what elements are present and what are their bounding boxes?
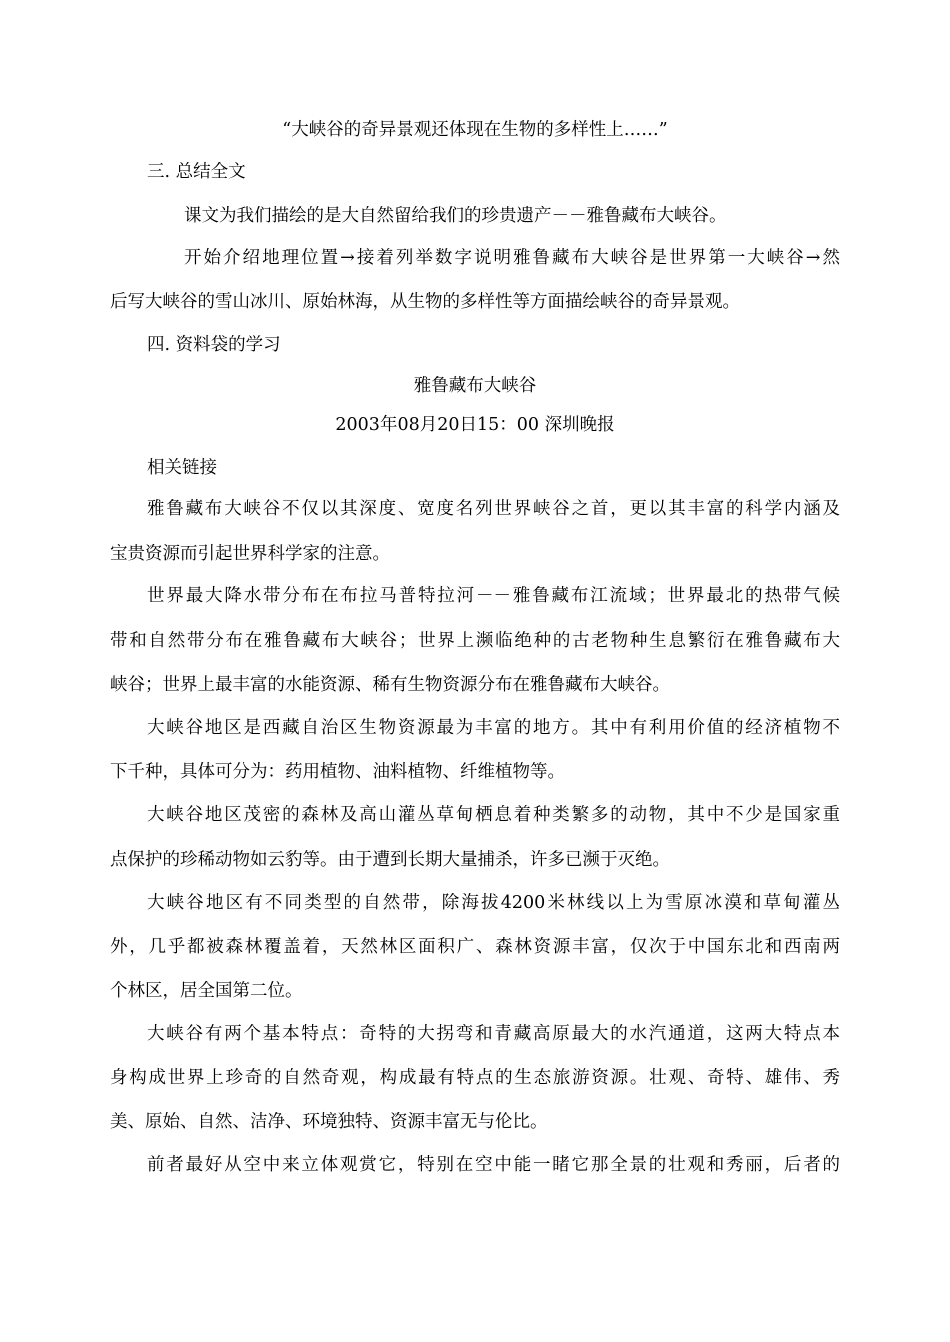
paragraph-1-line-1: 雅鲁藏布大峡谷不仅以其深度、宽度名列世界峡谷之首，更以其丰富的科学内涵及 [147, 499, 840, 519]
paragraph-5-line-2: 外，几乎都被森林覆盖着，天然林区面积广、森林资源丰富，仅次于中国东北和西南两 [110, 937, 840, 957]
summary-intro: 课文为我们描绘的是大自然留给我们的珍贵遗产－－雅鲁藏布大峡谷。 [184, 206, 727, 226]
paragraph-6-line-1: 大峡谷有两个基本特点：奇特的大拐弯和青藏高原最大的水汽通道，这两大特点本 [147, 1024, 840, 1044]
quote-line: “大峡谷的奇异景观还体现在生物的多样性上……” [282, 120, 668, 140]
paragraph-2-line-2: 带和自然带分布在雅鲁藏布大峡谷；世界上濒临绝种的古老物种生息繁衍在雅鲁藏布大 [110, 631, 840, 651]
paragraph-3-line-1: 大峡谷地区是西藏自治区生物资源最为丰富的地方。其中有利用价值的经济植物不 [147, 718, 840, 738]
paragraph-4-line-2: 点保护的珍稀动物如云豹等。由于遭到长期大量捕杀，许多已濒于灭绝。 [110, 850, 670, 870]
paragraph-2-line-1: 世界最大降水带分布在布拉马普特拉河－－雅鲁藏布江流域；世界最北的热带气候 [147, 586, 840, 606]
paragraph-1-line-2: 宝贵资源而引起世界科学家的注意。 [110, 544, 390, 564]
section-heading-resources: 四. 资料袋的学习 [147, 335, 281, 355]
article-title: 雅鲁藏布大峡谷 [413, 376, 537, 396]
paragraph-5-line-1: 大峡谷地区有不同类型的自然带，除海拔4200米林线以上为雪原冰漠和草甸灌丛 [147, 893, 840, 913]
paragraph-5-line-3: 个林区，居全国第二位。 [110, 981, 303, 1001]
paragraph-2-line-3: 峡谷；世界上最丰富的水能资源、稀有生物资源分布在雅鲁藏布大峡谷。 [110, 675, 670, 695]
summary-line-2: 后写大峡谷的雪山冰川、原始林海，从生物的多样性等方面描绘峡谷的奇异景观。 [110, 292, 740, 312]
paragraph-3-line-2: 下千种，具体可分为：药用植物、油料植物、纤维植物等。 [110, 762, 565, 782]
paragraph-4-line-1: 大峡谷地区茂密的森林及高山灌丛草甸栖息着种类繁多的动物，其中不少是国家重 [147, 805, 840, 825]
summary-line-1: 开始介绍地理位置→接着列举数字说明雅鲁藏布大峡谷是世界第一大峡谷→然 [184, 248, 840, 268]
related-links-label: 相关链接 [147, 458, 217, 478]
section-heading-summary: 三. 总结全文 [147, 162, 246, 182]
paragraph-7-line-1: 前者最好从空中来立体观赏它，特别在空中能一睹它那全景的壮观和秀丽，后者的 [147, 1155, 840, 1175]
paragraph-6-line-2: 身构成世界上珍奇的自然奇观，构成最有特点的生态旅游资源。壮观、奇特、雄伟、秀 [110, 1068, 840, 1088]
paragraph-6-line-3: 美、原始、自然、洁净、环境独特、资源丰富无与伦比。 [110, 1112, 548, 1132]
article-dateline: 2003年08月20日15：00 深圳晚报 [335, 415, 615, 435]
